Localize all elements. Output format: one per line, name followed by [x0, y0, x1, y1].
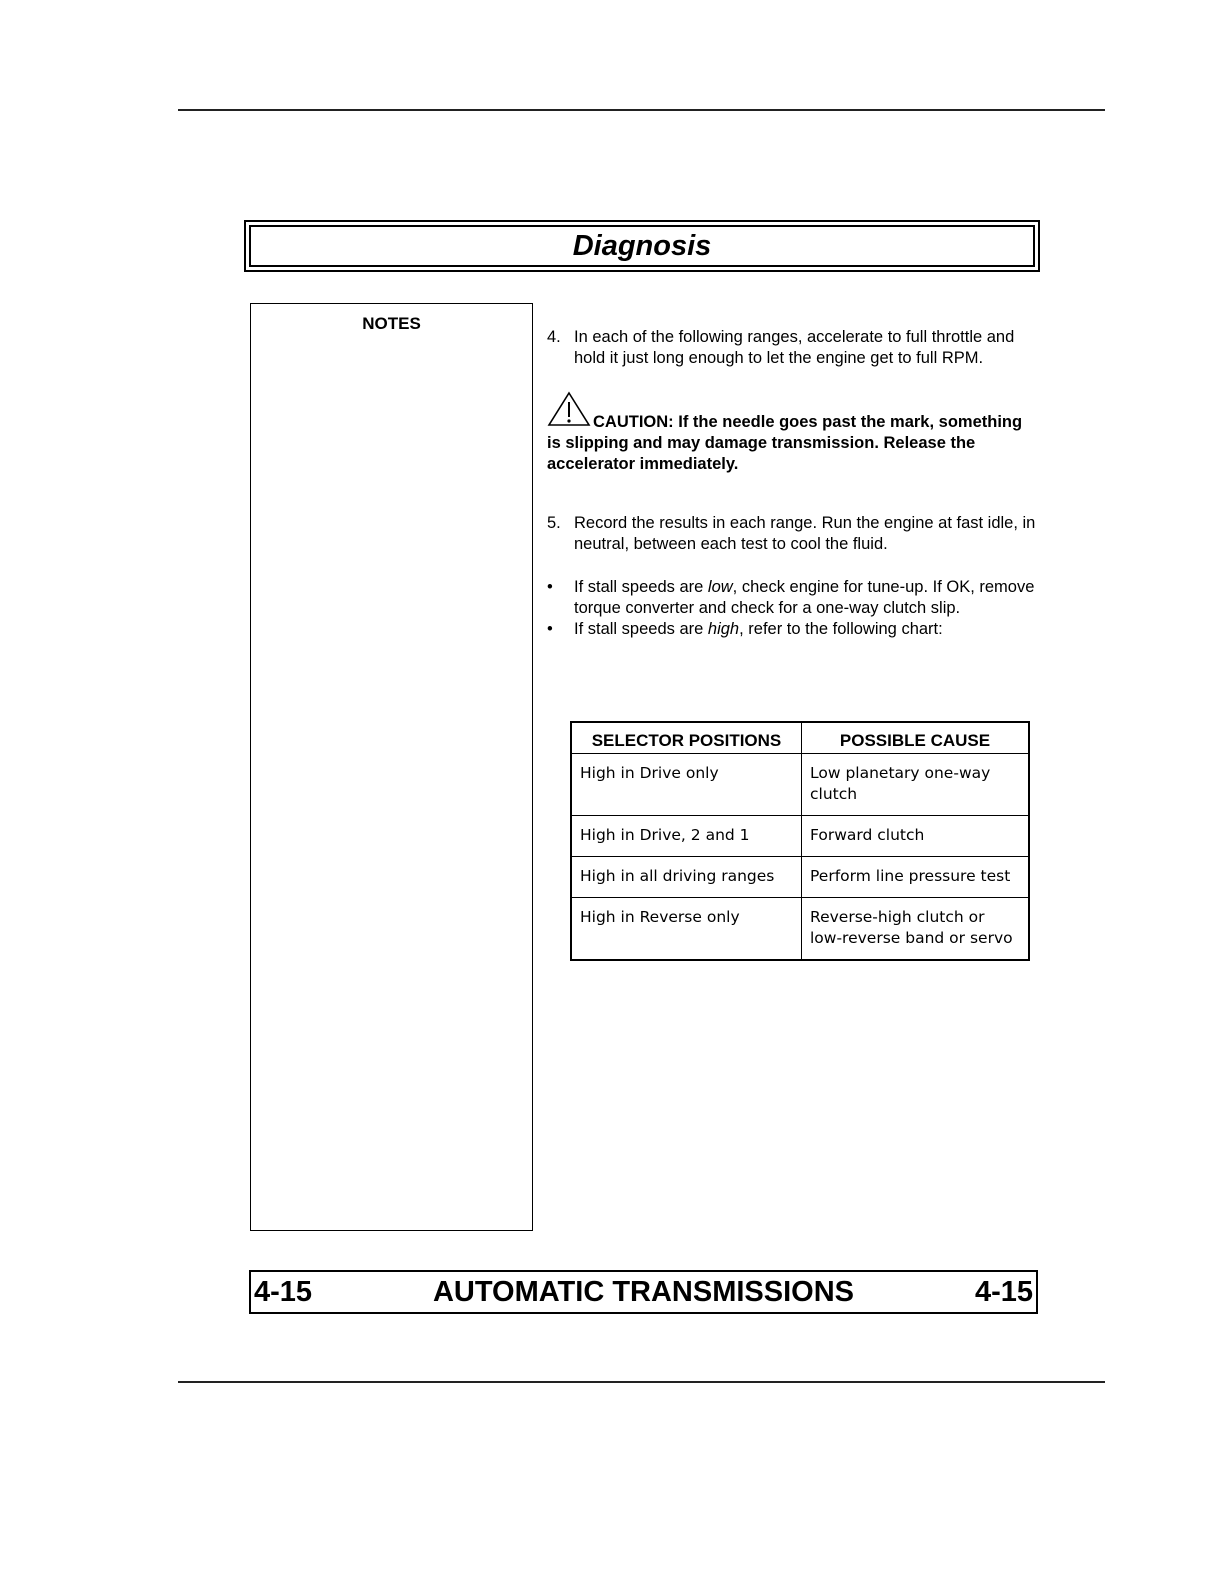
table-row [571, 898, 1029, 961]
step-number: 4. [547, 328, 561, 346]
notes-label: NOTES [362, 314, 421, 333]
table-header-row [571, 722, 1029, 754]
main-content [547, 327, 1037, 640]
table-cell: Low planetary one-way clutch [802, 754, 1030, 816]
page-number-right: 4-15 [974, 1276, 1033, 1308]
bullet-icon: • [547, 620, 553, 638]
list-item: • If stall speeds are low, check engine for tune-up. If OK, remove torque converter and check for a one-way clutch slip. [547, 578, 1035, 617]
step-text: In each of the following ranges, accelerate to full throttle and hold it just long enough to let the engine get to full RPM. [574, 328, 1015, 367]
step-4 [547, 327, 1037, 369]
table-cell: High in Drive only [571, 754, 802, 816]
page-number-left: 4-15 [254, 1276, 313, 1308]
section-title-box [244, 220, 1040, 272]
table-cell: High in Drive, 2 and 1 [571, 816, 802, 857]
table-row [571, 816, 1029, 857]
section-name: AUTOMATIC TRANSMISSIONS [432, 1276, 855, 1308]
bottom-rule [178, 1381, 1105, 1383]
list-item: • If stall speeds are high, refer to the following chart: [547, 620, 943, 638]
table-cell: High in Reverse only [571, 898, 802, 961]
table-cell: High in all driving ranges [571, 857, 802, 898]
warning-triangle-icon [547, 391, 591, 433]
table-row [571, 754, 1029, 816]
top-rule [178, 109, 1105, 111]
bullet-list [547, 577, 1037, 640]
table-row [571, 857, 1029, 898]
column-header: SELECTOR POSITIONS [571, 722, 802, 754]
notes-box [250, 303, 533, 1231]
caution-block [547, 391, 1037, 475]
table-cell: Forward clutch [802, 816, 1030, 857]
bullet-icon: • [547, 578, 553, 596]
caution-text: CAUTION: If the needle goes past the mark, something is slipping and may damage transmission. Release the accelerator immediately. [547, 413, 1023, 473]
page-footer [249, 1270, 1038, 1314]
step-number: 5. [547, 514, 561, 532]
diagnosis-table [570, 721, 1030, 961]
step-text: Record the results in each range. Run the engine at fast idle, in neutral, between each test to cool the fluid. [574, 514, 1036, 553]
step-5 [547, 513, 1037, 555]
table-cell: Perform line pressure test [802, 857, 1030, 898]
page-title: Diagnosis [572, 229, 712, 262]
table-cell: Reverse-high clutch or low-reverse band or servo [802, 898, 1030, 961]
column-header: POSSIBLE CAUSE [802, 722, 1030, 754]
